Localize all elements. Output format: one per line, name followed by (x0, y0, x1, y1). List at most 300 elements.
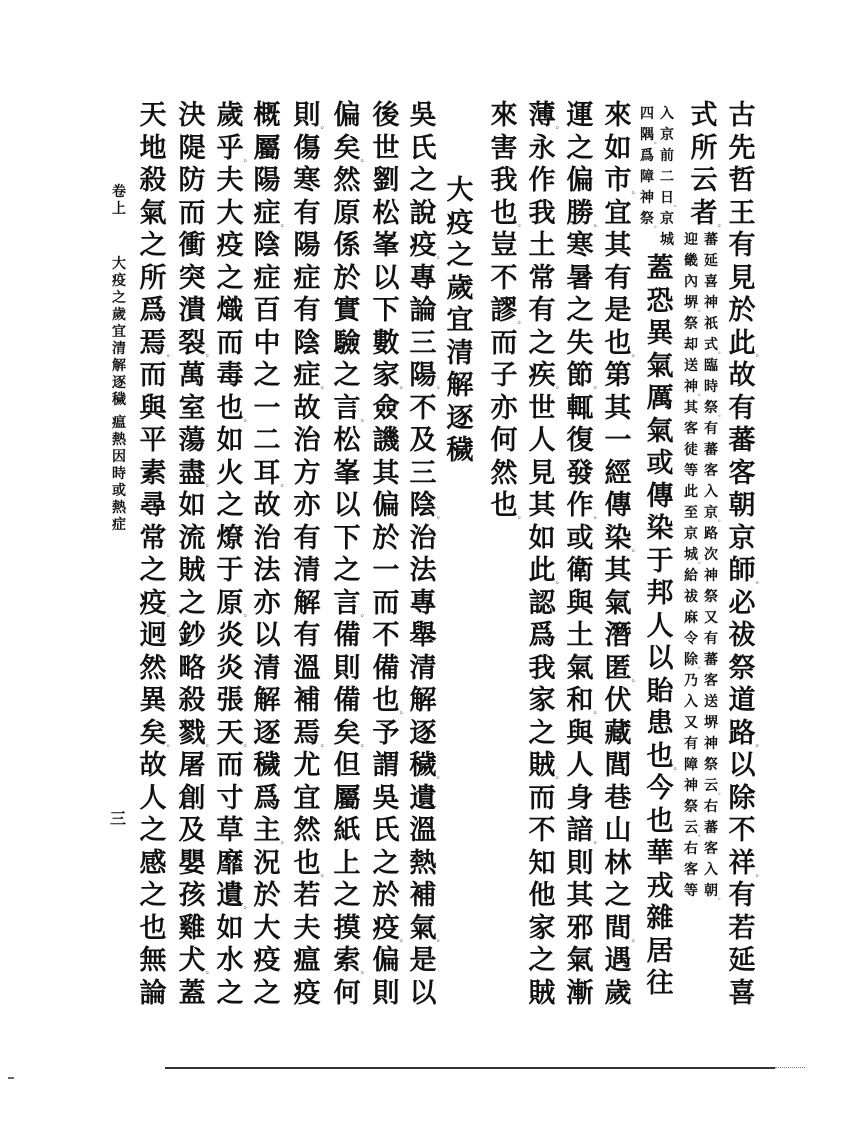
character: 神 。 (684, 379, 705, 397)
punctuation-mark: 。 (399, 706, 409, 716)
character: 也 。 (490, 490, 527, 521)
character: 法 (409, 555, 437, 586)
character: 世 (372, 132, 400, 164)
character: 之 (216, 977, 244, 1009)
character: 子 (490, 360, 518, 391)
punctuation-mark: 。 (205, 348, 215, 359)
character: 解 (112, 358, 126, 374)
text-column-13 (249, 100, 290, 1010)
character: 略 (178, 652, 206, 684)
character: 一 (604, 425, 632, 456)
character: 溫 (409, 815, 437, 846)
character: 之 (139, 230, 167, 261)
punctuation-mark: 。 (718, 893, 725, 901)
character: 疫 。 (372, 912, 409, 944)
character: 入 (704, 862, 718, 878)
character: 客 (704, 841, 718, 857)
character: 之 (216, 490, 244, 521)
character: 有 (293, 522, 321, 554)
character: 城 (660, 232, 674, 248)
character: 毒 (216, 360, 244, 391)
character: 症 (293, 262, 321, 294)
character: 之 (253, 360, 281, 391)
character: 盡 。 (178, 457, 215, 489)
punctuation-mark: 。 (243, 901, 253, 911)
character: 作 。 (566, 490, 603, 521)
character: 如 (604, 132, 632, 164)
character: 不 (728, 815, 756, 846)
character: 故 (139, 750, 167, 781)
character: 與 (139, 392, 167, 424)
character: 中 (253, 327, 281, 359)
character: 治 (409, 522, 437, 554)
character: 祭 (728, 652, 756, 684)
character: 乃 (684, 673, 698, 689)
punctuation-mark: 。 (280, 218, 290, 229)
character: 解 (253, 685, 281, 716)
character: 犬 。 (178, 945, 215, 976)
character: 時 (704, 379, 718, 395)
character: 有 (728, 230, 756, 261)
character: 匿 。 (604, 652, 641, 684)
character: 峯 (372, 230, 400, 261)
character: 式 。 (704, 337, 725, 355)
character: 以 (728, 750, 756, 781)
punctuation-mark: 。 (205, 738, 215, 749)
punctuation-mark: 。 (436, 251, 446, 261)
character: 云 。 (704, 778, 725, 796)
character: 尋 (139, 490, 167, 521)
character: 所 (690, 132, 718, 164)
punctuation-mark: 。 (555, 381, 565, 391)
character: 寒 (293, 165, 321, 196)
margin-section-title (108, 256, 130, 409)
character: 經 (604, 457, 632, 489)
character: 疫 。 (409, 230, 446, 261)
character: 客 (728, 457, 756, 489)
punctuation-mark: 。 (698, 830, 705, 838)
character: 偏 (333, 100, 361, 131)
character: 麻 (684, 610, 698, 626)
character: 瘟 (112, 415, 126, 431)
character: 氣 (646, 415, 674, 447)
character: 至 (684, 505, 698, 521)
character: 之 (139, 880, 167, 911)
punctuation-mark: 。 (631, 543, 641, 554)
character: 地 (139, 132, 167, 164)
punctuation-mark: 。 (243, 608, 253, 619)
punctuation-mark: 。 (360, 738, 370, 749)
character: 穢 。 (409, 750, 446, 781)
character: 畿 (684, 253, 698, 269)
character: 藏 (604, 717, 632, 749)
character: 是 (604, 295, 632, 326)
punctuation-mark: 。 (593, 511, 603, 521)
text-column-10 (368, 100, 409, 1010)
character: 亦 (253, 587, 281, 619)
character: 宜 (293, 782, 321, 814)
character: 上 (333, 847, 361, 879)
character: 主 。 (253, 815, 290, 846)
character: 萬 (178, 360, 206, 391)
punctuation-mark: 。 (698, 557, 705, 565)
character: 譏 (372, 425, 400, 456)
character: 除 。 (684, 652, 705, 670)
character: 于 (216, 555, 244, 586)
character: 三 (409, 327, 437, 359)
character: 下 (333, 522, 361, 554)
character: 屠 (178, 750, 206, 781)
punctuation-mark: 。 (555, 771, 565, 781)
character: 也 。 (646, 740, 683, 772)
character: 不 (409, 392, 437, 424)
text-column-7 (486, 100, 527, 523)
character: 舉 (409, 620, 437, 651)
character: 與 (566, 717, 594, 749)
text-column-11 (329, 100, 370, 1010)
character: 入 (684, 694, 698, 710)
punctuation-mark: 。 (360, 608, 370, 619)
character: 感 (139, 847, 167, 879)
character: 有 (704, 421, 718, 437)
character: 送 (704, 694, 718, 710)
character: 焉 。 (139, 327, 176, 359)
page-number: 三 (110, 809, 127, 828)
character: 運 (566, 100, 594, 131)
character: 不 (372, 620, 400, 651)
character: 我 (528, 652, 556, 684)
character: 以 (409, 977, 437, 1009)
character: 客 (684, 862, 698, 878)
character: 不 (528, 815, 556, 846)
character: 隄 (178, 132, 206, 164)
character: 四 (640, 106, 654, 122)
character: 之 (333, 360, 361, 391)
punctuation-mark: 。 (320, 738, 330, 749)
character: 人 (566, 750, 594, 781)
character: 補 (409, 880, 437, 911)
character: 然 (139, 652, 167, 684)
character: 松 (372, 197, 400, 229)
character: 賊 (178, 555, 206, 586)
character: 以 (333, 490, 361, 521)
character: 京 (728, 522, 756, 554)
character: 驗 (333, 327, 361, 359)
character: 暑 (566, 262, 594, 294)
character: 之 (253, 977, 281, 1009)
character: 偏 (566, 165, 594, 196)
character: 而 (490, 327, 518, 359)
scan-mark (8, 1077, 14, 1079)
character: 上 (112, 201, 126, 217)
character: 一 (372, 555, 400, 586)
character: 吳 (372, 782, 400, 814)
character: 偏 (372, 945, 400, 976)
character: 言 。 (333, 392, 370, 424)
character: 而 (216, 750, 244, 781)
punctuation-mark: 。 (243, 738, 253, 749)
character: 京 。 (704, 505, 725, 523)
punctuation-mark: 。 (360, 153, 370, 164)
character: 衝 (178, 230, 206, 261)
character: 患 (646, 708, 674, 739)
character: 乎 。 (216, 132, 253, 164)
character: 厲 (646, 383, 674, 414)
character: 摸 (333, 912, 361, 944)
punctuation-mark: 。 (755, 868, 765, 879)
character: 宜 (604, 197, 632, 229)
character: 家 (528, 685, 556, 716)
character: 後 (372, 100, 400, 131)
character: 山 (604, 815, 632, 846)
character: 尤 (293, 750, 321, 781)
character: 則 。 (293, 100, 330, 131)
character: 右 (684, 841, 698, 857)
character: 僉 (372, 392, 400, 424)
character: 夫 (216, 165, 244, 196)
punctuation-mark: 。 (718, 410, 725, 418)
character: 有 (293, 197, 321, 229)
character: 補 (293, 685, 321, 716)
character: 此 。 (528, 555, 565, 586)
character: 於 (372, 522, 400, 554)
character: 一 (253, 392, 281, 424)
character: 云 (690, 165, 718, 196)
character: 其 (528, 490, 556, 521)
section-heading (442, 175, 478, 468)
character: 其 (604, 230, 632, 261)
character: 謬 。 (490, 295, 527, 326)
character: 遺 (409, 782, 437, 814)
character: 異 (139, 685, 167, 716)
character: 之 (372, 847, 400, 879)
character: 則 (372, 977, 400, 1009)
character: 氏 (372, 815, 400, 846)
character: 所 (139, 262, 167, 294)
punctuation-mark: 。 (654, 221, 661, 229)
character: 于 (646, 545, 674, 577)
punctuation-mark: 。 (243, 153, 253, 164)
character: 有 (704, 631, 718, 647)
punctuation-mark: 。 (166, 608, 176, 619)
character: 之 (566, 132, 594, 164)
character: 祭 (704, 757, 718, 773)
character: 解 (446, 370, 474, 401)
character: 家 。 (372, 360, 409, 391)
character: 有 (293, 620, 321, 651)
character: 氣 (566, 652, 594, 684)
character: 祭 (684, 316, 698, 332)
character: 百 (253, 295, 281, 326)
character: 清 (446, 337, 474, 369)
character: 逐 (409, 717, 437, 749)
character: 之 (409, 165, 437, 196)
character: 熱 (112, 500, 126, 516)
character: 蕃 (704, 442, 718, 458)
punctuation-mark: 。 (593, 381, 603, 391)
character: 清 (409, 652, 437, 684)
character: 水 (216, 945, 244, 976)
character: 迎 (684, 232, 698, 248)
character: 發 (566, 457, 594, 489)
character: 式 (690, 100, 718, 131)
text-column-4 (600, 100, 641, 1010)
punctuation-mark: 。 (755, 348, 765, 359)
character: 次 (704, 547, 718, 563)
punctuation-mark: 。 (717, 218, 727, 229)
character: 謂 (372, 750, 400, 781)
character: 疫 (112, 273, 126, 289)
character: 令 (684, 631, 698, 647)
character: 清 (253, 652, 281, 684)
character: 也 (646, 805, 674, 837)
character: 穢 (112, 392, 126, 408)
character: 其 (604, 555, 632, 586)
character: 及 (409, 425, 437, 456)
punctuation-mark: 。 (517, 511, 527, 521)
character: 歲 (216, 100, 244, 131)
character: 也 。 (216, 392, 253, 424)
character: 往 (646, 968, 674, 999)
character: 伏 (604, 685, 632, 716)
character: 劉 (372, 165, 400, 196)
note-line-right (704, 230, 724, 902)
character: 雞 (178, 912, 206, 944)
character: 專 (409, 587, 437, 619)
character: 平 (139, 425, 167, 456)
text-column-2 (684, 100, 727, 902)
punctuation-mark: 。 (631, 673, 641, 684)
character: 室 (178, 392, 206, 424)
character: 氣 (566, 945, 594, 976)
character: 失 (566, 327, 594, 359)
character: 而 (216, 327, 244, 359)
character: 京 (684, 526, 698, 542)
character: 殺 (178, 685, 206, 716)
punctuation-mark: 。 (280, 478, 290, 489)
character: 論 (139, 977, 167, 1009)
character: 薄 。 (528, 100, 565, 131)
character: 下 (372, 295, 400, 326)
character: 人 (139, 782, 167, 814)
character: 以 (372, 262, 400, 294)
character: 則 (333, 652, 361, 684)
character: 防 (178, 165, 206, 196)
character: 古 (728, 100, 756, 131)
character: 此 (684, 484, 698, 500)
character: 炎 (216, 652, 244, 684)
character: 備 (333, 620, 361, 651)
character: 市 。 (604, 165, 641, 196)
character: 靡 (216, 847, 244, 879)
text-column-3 (640, 104, 683, 1001)
character: 之 (333, 880, 361, 911)
character: 二 (253, 425, 281, 456)
character: 備 (333, 685, 361, 716)
character: 潰 (178, 295, 206, 326)
character: 我 (490, 165, 518, 196)
character: 戮 。 (178, 717, 215, 749)
character: 客 (684, 421, 698, 437)
character: 解 (293, 587, 321, 619)
character: 二 (660, 169, 674, 185)
character: 氣 (604, 587, 632, 619)
character: 熱 (409, 847, 437, 879)
character: 有 (684, 736, 698, 752)
character: 神 (684, 778, 698, 794)
character: 於 (372, 880, 400, 911)
character: 屬 (253, 132, 281, 164)
character: 也 (139, 912, 167, 944)
punctuation-mark: 。 (399, 381, 409, 391)
punctuation-mark: 。 (755, 576, 765, 586)
punctuation-mark: 。 (718, 347, 725, 355)
character: 永 (528, 132, 556, 164)
character: 祓 (684, 589, 698, 605)
character: 人 (646, 610, 674, 642)
character: 鈔 (178, 620, 206, 651)
character: 見 (528, 457, 556, 489)
character: 漸 (566, 977, 594, 1009)
character: 火 (216, 457, 244, 489)
character: 異 (646, 318, 674, 349)
punctuation-mark: 。 (399, 933, 409, 944)
character: 症 (112, 517, 126, 533)
character: 原 (333, 197, 361, 229)
character: 障 (640, 169, 654, 185)
character: 或 (112, 483, 126, 499)
character: 大 (446, 175, 474, 206)
punctuation-mark: 。 (718, 515, 725, 523)
text-column-12 (289, 100, 330, 1010)
character: 爲 (139, 295, 167, 326)
character: 治 (293, 425, 321, 456)
character: 治 (253, 522, 281, 554)
punctuation-mark: 。 (320, 868, 330, 879)
character: 華 (646, 838, 674, 869)
character: 專 (409, 262, 437, 294)
character: 溫 (293, 652, 321, 684)
character: 而 (528, 782, 556, 814)
margin-volume (108, 184, 130, 218)
character: 人 (528, 425, 556, 456)
character: 燎 (216, 522, 244, 554)
character: 天 。 (216, 717, 253, 749)
character: 突 (178, 262, 206, 294)
character: 然 (293, 815, 321, 846)
character: 不 (490, 262, 518, 294)
character: 延 (704, 253, 718, 269)
character: 於 (333, 262, 361, 294)
text-column-14 (212, 100, 253, 1010)
character: 陰 (293, 327, 321, 359)
character: 於 (728, 295, 756, 326)
character: 復 (566, 425, 594, 456)
character: 之 (333, 555, 361, 586)
character: 以 (253, 620, 281, 651)
character: 言 。 (333, 587, 370, 619)
character: 祓 (728, 620, 756, 651)
character: 素 (139, 457, 167, 489)
character: 三 (409, 457, 437, 489)
character: 此 。 (728, 327, 765, 359)
character: 予 (372, 717, 400, 749)
character: 症 。 (293, 360, 330, 391)
character: 逐 (112, 375, 126, 391)
character: 衛 (566, 555, 594, 586)
character: 天 (139, 100, 167, 131)
character: 其 (372, 457, 400, 489)
